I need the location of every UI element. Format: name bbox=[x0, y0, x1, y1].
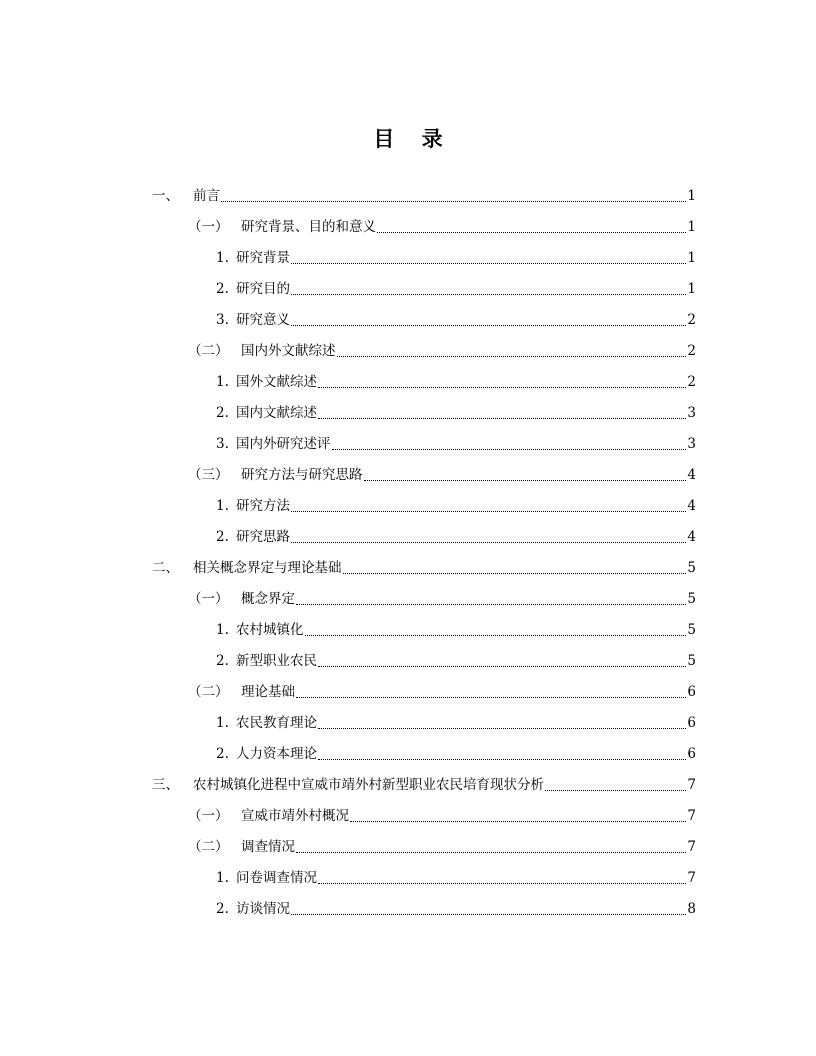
toc-entry-page-number: 6 bbox=[687, 745, 696, 762]
toc-entry-title: 农民教育理论 bbox=[236, 714, 317, 731]
toc-entry-number: 2. bbox=[216, 404, 229, 421]
toc-entry-page-number: 5 bbox=[687, 559, 696, 576]
toc-entry-page-number: 2 bbox=[687, 373, 696, 390]
toc-entry-page-number: 7 bbox=[687, 838, 696, 855]
toc-entry-title: 概念界定 bbox=[241, 590, 295, 607]
toc-entry-page-number: 5 bbox=[687, 590, 696, 607]
toc-entry-number: （一） bbox=[188, 590, 229, 607]
toc-entry-title: 国内外文献综述 bbox=[241, 342, 336, 359]
toc-entry-title: 研究思路 bbox=[236, 528, 290, 545]
toc-dot-leader bbox=[296, 831, 686, 862]
toc-entry[interactable] bbox=[188, 335, 696, 366]
toc-dot-leader bbox=[332, 428, 687, 459]
toc-entry-title: 研究目的 bbox=[236, 280, 290, 297]
toc-entry-page-number: 4 bbox=[687, 466, 696, 483]
toc-entry-number: （二） bbox=[188, 342, 229, 359]
toc-entry[interactable] bbox=[216, 366, 696, 397]
toc-entry-number: 1. bbox=[216, 497, 229, 514]
toc-entry-page-number: 1 bbox=[687, 280, 696, 297]
toc-dot-leader bbox=[291, 521, 686, 552]
toc-entry-number: （二） bbox=[188, 683, 229, 700]
toc-entry-title: 研究背景 bbox=[236, 249, 290, 266]
toc-entry-number: 2. bbox=[216, 280, 229, 297]
toc-entry-page-number: 4 bbox=[687, 528, 696, 545]
toc-entry[interactable] bbox=[216, 862, 696, 893]
toc-entry-title: 访谈情况 bbox=[236, 900, 290, 917]
toc-entry-title: 新型职业农民 bbox=[236, 652, 317, 669]
toc-entry-number: 2. bbox=[216, 528, 229, 545]
toc-entry-title: 国内文献综述 bbox=[236, 404, 317, 421]
toc-entry[interactable] bbox=[152, 180, 696, 211]
toc-dot-leader bbox=[318, 645, 686, 676]
toc-entry-title: 农村城镇化 bbox=[236, 621, 304, 638]
toc-entry-number: 1. bbox=[216, 249, 229, 266]
toc-entry-title: 宣威市靖外村概况 bbox=[241, 807, 349, 824]
toc-dot-leader bbox=[343, 552, 687, 583]
toc-entry-number: 一、 bbox=[152, 187, 179, 204]
toc-dot-leader bbox=[305, 614, 687, 645]
toc-entry-page-number: 7 bbox=[687, 776, 696, 793]
toc-entry-number: 1. bbox=[216, 373, 229, 390]
toc-entry-page-number: 5 bbox=[687, 652, 696, 669]
toc-entry[interactable] bbox=[188, 800, 696, 831]
toc-entry[interactable] bbox=[216, 304, 696, 335]
toc-dot-leader bbox=[318, 862, 686, 893]
toc-entry-title: 研究意义 bbox=[236, 311, 290, 328]
toc-entry-number: 2. bbox=[216, 745, 229, 762]
toc-dot-leader bbox=[291, 273, 686, 304]
toc-entry-title: 研究方法 bbox=[236, 497, 290, 514]
toc-entry-title: 研究方法与研究思路 bbox=[241, 466, 363, 483]
toc-entry-page-number: 7 bbox=[687, 807, 696, 824]
toc-entry-number: （一） bbox=[188, 807, 229, 824]
toc-entry-number: 三、 bbox=[152, 776, 179, 793]
toc-entry-page-number: 8 bbox=[687, 900, 696, 917]
toc-dot-leader bbox=[377, 211, 686, 242]
toc-entry[interactable] bbox=[216, 273, 696, 304]
toc-entry-page-number: 2 bbox=[687, 311, 696, 328]
toc-entry-page-number: 6 bbox=[687, 683, 696, 700]
toc-dot-leader bbox=[318, 366, 686, 397]
toc-dot-leader bbox=[318, 738, 686, 769]
page-title: 目 录 bbox=[373, 127, 453, 151]
toc-dot-leader bbox=[291, 893, 686, 924]
toc-entry-page-number: 6 bbox=[687, 714, 696, 731]
toc-entry[interactable] bbox=[188, 459, 696, 490]
toc-dot-leader bbox=[291, 242, 686, 273]
toc-entry-page-number: 2 bbox=[687, 342, 696, 359]
toc-entry[interactable] bbox=[152, 769, 696, 800]
toc-entry-number: （三） bbox=[188, 466, 229, 483]
toc-dot-leader bbox=[291, 490, 686, 521]
toc-entry-title: 国外文献综述 bbox=[236, 373, 317, 390]
toc-entry[interactable] bbox=[216, 242, 696, 273]
toc-dot-leader bbox=[291, 304, 686, 335]
toc-dot-leader bbox=[221, 180, 686, 211]
toc-entry-title: 国内外研究述评 bbox=[236, 435, 331, 452]
toc-entry-number: 二、 bbox=[152, 559, 179, 576]
toc-entry[interactable] bbox=[216, 738, 696, 769]
toc-dot-leader bbox=[545, 769, 686, 800]
toc-entry-number: 3. bbox=[216, 311, 229, 328]
toc-entry-title: 人力资本理论 bbox=[236, 745, 317, 762]
toc-entry[interactable] bbox=[216, 521, 696, 552]
toc-entry-number: （二） bbox=[188, 838, 229, 855]
toc-entry-page-number: 1 bbox=[687, 249, 696, 266]
toc-entry-number: 1. bbox=[216, 714, 229, 731]
toc-entry-number: 2. bbox=[216, 652, 229, 669]
toc-dot-leader bbox=[296, 676, 686, 707]
toc-dot-leader bbox=[318, 397, 686, 428]
toc-entry[interactable] bbox=[216, 490, 696, 521]
toc-entry[interactable] bbox=[188, 676, 696, 707]
toc-entry-number: 3. bbox=[216, 435, 229, 452]
toc-entry-title: 理论基础 bbox=[241, 683, 295, 700]
toc-entry-number: （一） bbox=[188, 218, 229, 235]
toc-entry-number: 1. bbox=[216, 621, 229, 638]
toc-entry-page-number: 3 bbox=[687, 435, 696, 452]
toc-entry-page-number: 4 bbox=[687, 497, 696, 514]
toc-entry-title: 研究背景、目的和意义 bbox=[241, 218, 376, 235]
toc-entry-page-number: 1 bbox=[687, 218, 696, 235]
toc-entry[interactable] bbox=[216, 893, 696, 924]
toc-entry[interactable] bbox=[216, 428, 696, 459]
toc-dot-leader bbox=[350, 800, 686, 831]
toc-entry[interactable] bbox=[216, 397, 696, 428]
toc-entry[interactable] bbox=[216, 614, 696, 645]
toc-dot-leader bbox=[337, 335, 687, 366]
toc-dot-leader bbox=[364, 459, 687, 490]
toc-entry-number: 2. bbox=[216, 900, 229, 917]
toc-entry-title: 相关概念界定与理论基础 bbox=[193, 559, 342, 576]
toc-entry[interactable] bbox=[188, 583, 696, 614]
toc-entry[interactable] bbox=[188, 211, 696, 242]
toc-entry-page-number: 1 bbox=[687, 187, 696, 204]
toc-dot-leader bbox=[296, 583, 686, 614]
toc-entry-title: 调查情况 bbox=[241, 838, 295, 855]
toc-entry[interactable] bbox=[216, 645, 696, 676]
toc-entry-number: 1. bbox=[216, 869, 229, 886]
toc-entry-page-number: 3 bbox=[687, 404, 696, 421]
toc-entry-page-number: 5 bbox=[687, 621, 696, 638]
toc-entry[interactable] bbox=[152, 552, 696, 583]
toc-entry-title: 前言 bbox=[193, 187, 220, 204]
toc-entry[interactable] bbox=[188, 831, 696, 862]
toc-entry-title: 农村城镇化进程中宣威市靖外村新型职业农民培育现状分析 bbox=[193, 776, 544, 793]
toc-entry-page-number: 7 bbox=[687, 869, 696, 886]
toc-dot-leader bbox=[318, 707, 686, 738]
toc-entry-title: 问卷调查情况 bbox=[236, 869, 317, 886]
toc-entry[interactable] bbox=[216, 707, 696, 738]
